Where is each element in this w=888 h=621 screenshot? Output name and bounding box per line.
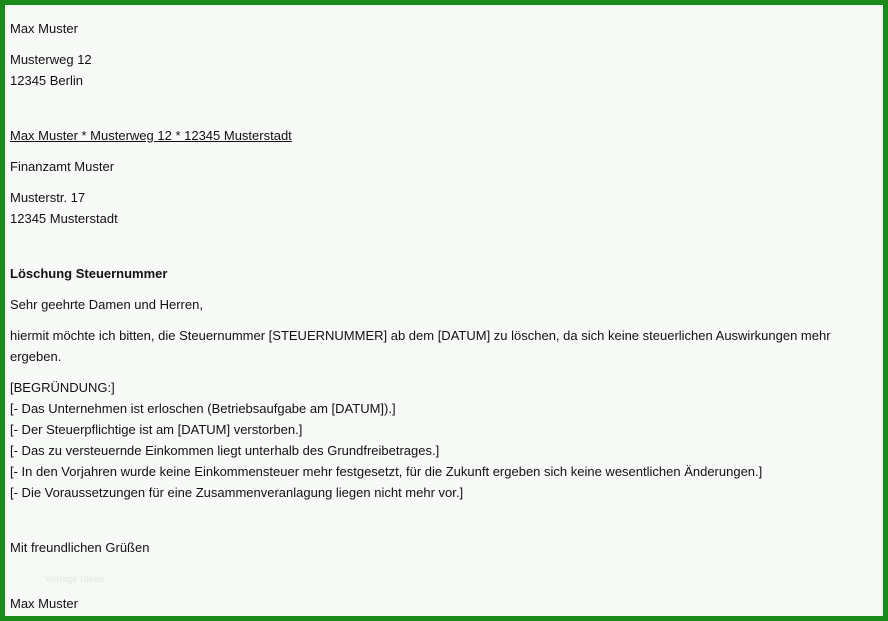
recipient-city: 12345 Musterstadt [10, 211, 118, 226]
return-address-line: Max Muster * Musterweg 12 * 12345 Musterstadt [10, 128, 292, 143]
salutation: Sehr geehrte Damen und Herren, [10, 297, 203, 312]
recipient-block [10, 156, 885, 229]
sender-city: 12345 Berlin [10, 73, 83, 88]
subject-line: Löschung Steuernummer [10, 266, 168, 281]
reason-item: [- Das Unternehmen ist erloschen (Betriebsaufgabe am [DATUM]).] [10, 401, 396, 416]
closing-line: Mit freundlichen Grüßen [10, 540, 150, 555]
reason-item: [- Der Steuerpflichtige ist am [DATUM] verstorben.] [10, 422, 303, 437]
body-paragraph: hiermit möchte ich bitten, die Steuernummer [STEUERNUMMER] ab dem [DATUM] zu löschen, da sich keine steuerlichen Auswirkungen mehr ergeben. [10, 328, 831, 364]
sender-block [10, 18, 885, 91]
reasons-block [10, 377, 885, 503]
watermark-text: Vorlage Ideen [45, 574, 105, 584]
signature-name: Max Muster [10, 596, 78, 611]
sender-street: Musterweg 12 [10, 52, 92, 67]
reason-item: [- Das zu versteuernde Einkommen liegt unterhalb des Grundfreibetrages.] [10, 443, 440, 458]
sender-name: Max Muster [10, 21, 78, 36]
reason-item: [- In den Vorjahren wurde keine Einkommensteuer mehr festgesetzt, für die Zukunft ergeben sich keine wesentlichen Änderungen.] [10, 464, 763, 479]
recipient-street: Musterstr. 17 [10, 190, 86, 205]
reasons-heading: [BEGRÜNDUNG:] [10, 380, 115, 395]
letter-document [10, 10, 885, 614]
reason-item: [- Die Voraussetzungen für eine Zusammenveranlagung liegen nicht mehr vor.] [10, 485, 464, 500]
recipient-name: Finanzamt Muster [10, 159, 115, 174]
